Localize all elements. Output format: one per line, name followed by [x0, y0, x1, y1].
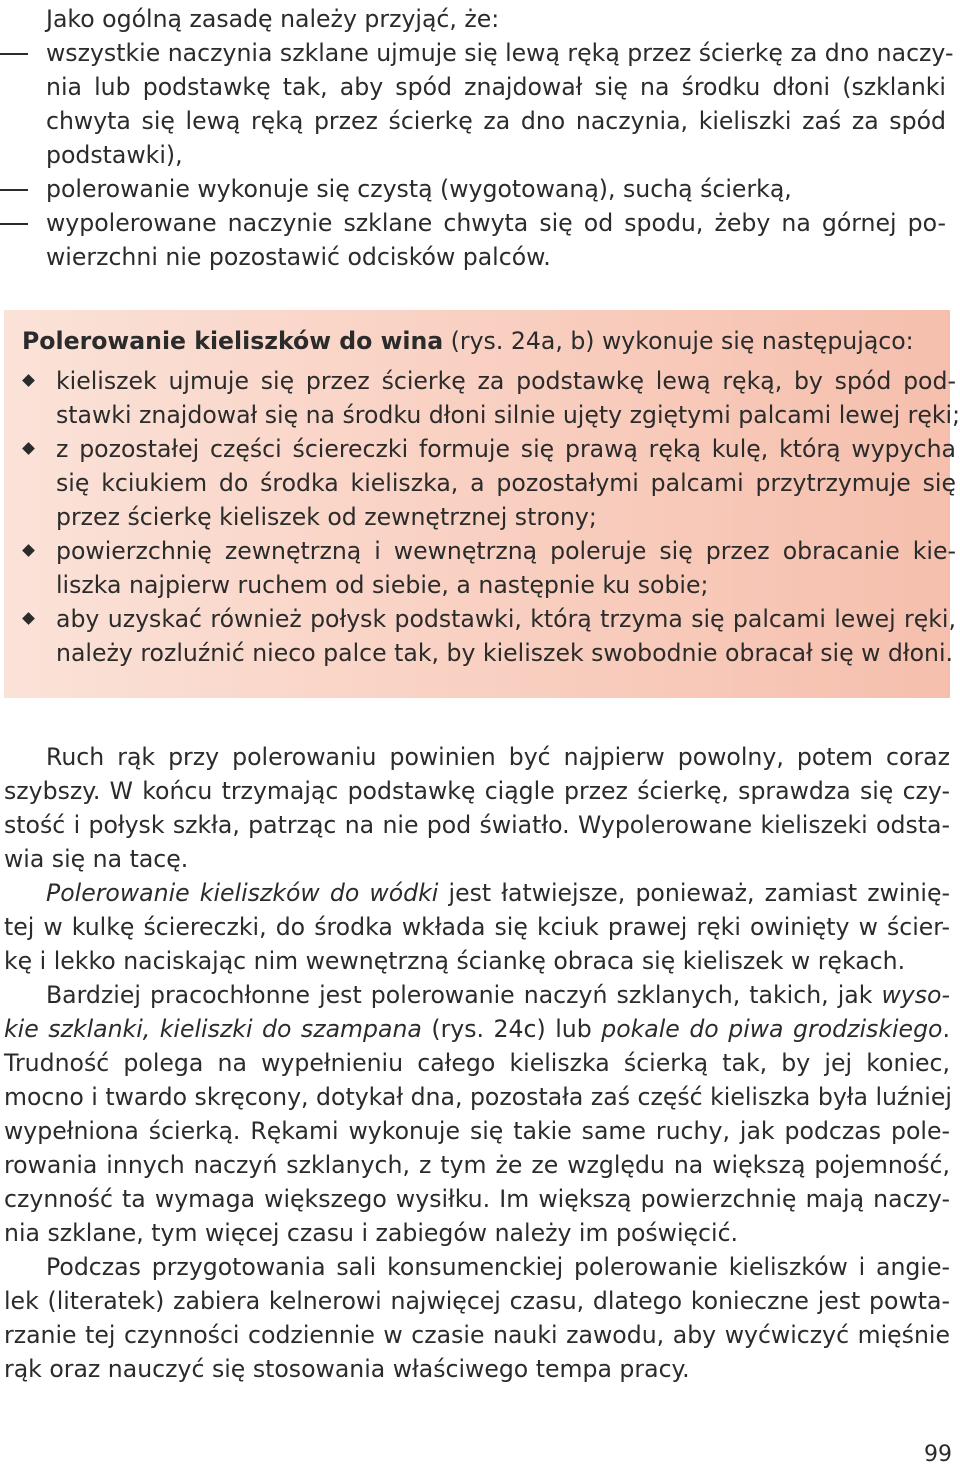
- text-line: wia się na tacę.: [4, 845, 189, 873]
- paragraph: [4, 876, 950, 978]
- bullet-item: [22, 534, 956, 602]
- dash-list-item: [0, 172, 946, 206]
- text-line: kieliszek ujmuje się przez ścierkę za podstawkę lewą ręką, by spód pod-: [56, 367, 956, 395]
- body-section: [4, 740, 950, 1386]
- text-line: przez ścierkę kieliszek od zewnętrznej strony;: [56, 503, 597, 531]
- text-span: jest łatwiejsze, ponieważ, zamiast zwinię-: [438, 879, 950, 907]
- text-line: wypolerowane naczynie szklane chwyta się od spodu, żeby na górnej po-: [46, 209, 946, 237]
- paragraph: [4, 740, 950, 876]
- text-line: stawki znajdował się na środku dłoni silnie ujęty zgiętymi palcami lewej ręki;: [56, 401, 960, 429]
- italic-phrase: pokale do piwa grodziskiego: [601, 1015, 943, 1043]
- paragraph: [4, 978, 950, 1250]
- text-span: .: [942, 1015, 950, 1043]
- text-line: [4, 978, 950, 1012]
- text-line: kę i lekko naciskając nim wewnętrzną ściankę obraca się kieliszek w rękach.: [4, 947, 906, 975]
- text-line: Ruch rąk przy polerowaniu powinien być najpierw powolny, potem coraz: [46, 743, 950, 771]
- text-line: lek (literatek) zabiera kelnerowi najwięcej czasu, dlatego konieczne jest powta-: [4, 1287, 950, 1315]
- italic-phrase: kie szklanki, kieliszki do szampana: [4, 1015, 422, 1043]
- text-line: należy rozluźnić nieco palce tak, by kieliszek swobodnie obracał się w dłoni.: [56, 639, 954, 667]
- text-line: [4, 876, 950, 910]
- text-line: tej w kulkę ściereczki, do środka wkłada się kciuk prawej ręki owinięty w ścier-: [4, 913, 950, 941]
- text-line: nia lub podstawkę tak, aby spód znajdował się na środku dłoni (szklanki: [46, 73, 946, 101]
- text-line: [4, 1012, 950, 1046]
- text-line: czynność ta wymaga większego wysiłku. Im większą powierzchnię mają naczy-: [4, 1185, 950, 1213]
- text-line: aby uzyskać również połysk podstawki, którą trzyma się palcami lewej ręki,: [56, 605, 956, 633]
- text-line: mocno i twardo skręcony, dotykał dna, pozostała zaś część kieliszka była luźniej: [4, 1083, 952, 1111]
- text-line: nia szklane, tym więcej czasu i zabiegów należy im poświęcić.: [4, 1219, 739, 1247]
- text-line: się kciukiem do środka kieliszka, a pozostałymi palcami przytrzymuje się: [56, 469, 956, 497]
- italic-phrase: wyso-: [881, 981, 950, 1009]
- text-line: rąk oraz nauczyć się stosowania właściwego tempa pracy.: [4, 1355, 690, 1383]
- page-number: 99: [924, 1442, 952, 1467]
- text-line: wszystkie naczynia szklane ujmuje się lewą ręką przez ścierkę za dno naczy-: [46, 39, 954, 67]
- bullet-item: [22, 364, 960, 432]
- italic-phrase: Polerowanie kieliszków do wódki: [46, 879, 439, 907]
- diamond-bullet-icon: [22, 374, 35, 387]
- text-line: rzanie tej czynności codziennie w czasie nauki zawodu, aby wyćwiczyć mięśnie: [4, 1321, 950, 1349]
- paragraph: [4, 1250, 950, 1386]
- text-span: (rys. 24c) lub: [421, 1015, 602, 1043]
- text-line: wierzchni nie pozostawić odcisków palców.: [46, 243, 551, 271]
- text-line: wypełniona ścierką. Rękami wykonuje się takie same ruchy, jak podczas pole-: [4, 1117, 950, 1145]
- text-line: podstawki),: [46, 141, 183, 169]
- highlight-box: [4, 310, 960, 698]
- text-line: Trudność polega na wypełnieniu całego kieliszka ścierką tak, by jej koniec,: [4, 1049, 950, 1077]
- dash-list-item: [0, 36, 954, 172]
- text-line: polerowanie wykonuje się czystą (wygotowaną), suchą ścierką,: [46, 175, 792, 203]
- diamond-bullet-icon: [22, 442, 35, 455]
- text-line: szybszy. W końcu trzymając podstawkę ciągle przez ścierkę, sprawdza się czy-: [4, 777, 950, 805]
- intro-lead: Jako ogólną zasadę należy przyjąć, że:: [46, 5, 500, 33]
- box-headline: [22, 324, 940, 358]
- text-line: z pozostałej części ściereczki formuje się prawą ręką kulę, którą wypycha: [56, 435, 956, 463]
- text-span: Bardziej pracochłonne jest polerowanie naczyń szklanych, takich, jak: [46, 981, 882, 1009]
- box-headline-rest: (rys. 24a, b) wykonuje się następująco:: [443, 327, 914, 355]
- dash-list-item: [0, 206, 946, 274]
- text-line: chwyta się lewą ręką przez ścierkę za dno naczynia, kieliszki zaś za spód: [46, 107, 946, 135]
- diamond-bullet-icon: [22, 612, 35, 625]
- bullet-item: [22, 432, 956, 534]
- text-line: powierzchnię zewnętrzną i wewnętrzną poleruje się przez obracanie kie-: [56, 537, 956, 565]
- intro-section: [0, 2, 960, 274]
- text-line: Podczas przygotowania sali konsumenckiej polerowanie kieliszków i angie-: [46, 1253, 950, 1281]
- text-line: rowania innych naczyń szklanych, z tym że ze względu na większą pojemność,: [4, 1151, 950, 1179]
- text-line: liszka najpierw ruchem od siebie, a następnie ku sobie;: [56, 571, 709, 599]
- box-headline-bold: Polerowanie kieliszków do wina: [22, 327, 444, 355]
- text-line: stość i połysk szkła, patrząc na nie pod światło. Wypolerowane kieliszeki odsta-: [4, 811, 950, 839]
- diamond-bullet-icon: [22, 544, 35, 557]
- bullet-item: [22, 602, 956, 670]
